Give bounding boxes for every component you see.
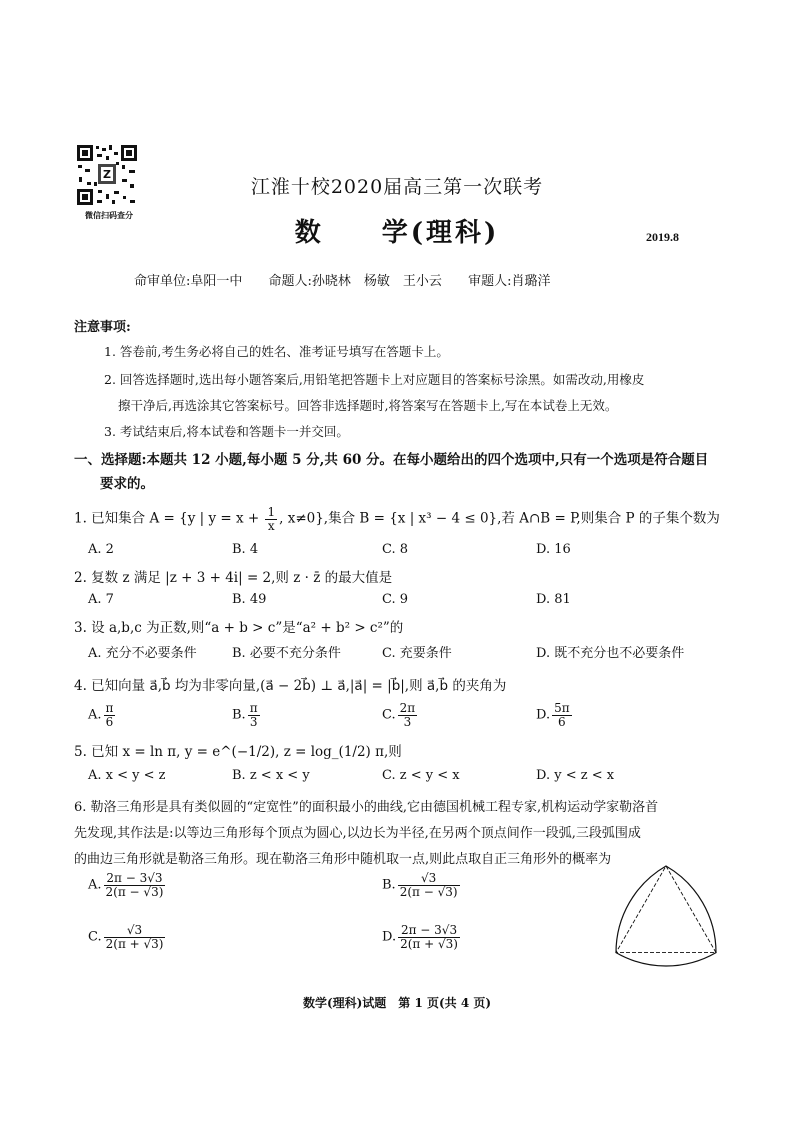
- notice-item-1: 1. 答卷前,考生务必将自己的姓名、准考证号填写在答题卡上。: [104, 344, 449, 359]
- q6-option-b: [382, 872, 462, 898]
- section-heading-cont: 要求的。: [100, 476, 154, 492]
- question-5: 5. 已知 x = ln π, y = e^(−1/2), z = log_(1/2) π,则: [74, 744, 402, 760]
- q6-option-c: [88, 924, 167, 950]
- question-2: 2. 复数 z 满足 |z + 3 + 4i| = 2,则 z · z̄ 的最大值是: [74, 570, 393, 586]
- maker-authors: 命题人:孙晓林 杨敏 王小云: [268, 274, 442, 289]
- q6-c-label: C.: [88, 929, 102, 945]
- reuleaux-arc-outline: [616, 866, 716, 966]
- qr-caption: 微信扫码查分: [85, 210, 133, 220]
- q6-c-den: 2(π + √3): [105, 936, 164, 951]
- q6-b-num: √3: [398, 872, 460, 886]
- question-1: [74, 506, 720, 532]
- q4-b-frac: [248, 702, 260, 728]
- q6-option-a: [88, 872, 167, 898]
- notice-item-2: 2. 回答选择题时,选出每小题答案后,用铅笔把答题卡上对应题目的答案标号涂黑。如需改动,用橡皮: [104, 372, 645, 387]
- q4-c-num: 2π: [399, 701, 416, 715]
- question-6-line-3: 的曲边三角形就是勒洛三角形。现在勒洛三角形中随机取一点,则此点取自正三角形外的概率为: [74, 852, 612, 867]
- q1-pre: 1. 已知集合 A = {y | y = x +: [74, 510, 264, 527]
- q5-option-c: C. z < y < x: [382, 768, 460, 783]
- q3-option-c: C. 充要条件: [382, 646, 452, 661]
- q2-option-b: B. 49: [232, 592, 267, 607]
- question-6-line-1: 6. 勒洛三角形是具有类似圆的“定宽性”的面积最小的曲线,它由德国机械工程专家,机构运动学家勒洛首: [74, 800, 659, 815]
- q6-option-d: [382, 924, 462, 950]
- q1-post: , x≠0},集合 B = {x | x³ − 4 ≤ 0},若 A∩B = P,则集合 P 的子集个数为: [279, 510, 720, 527]
- q4-c-frac: [398, 702, 418, 728]
- q1-option-c: C. 8: [382, 542, 409, 557]
- question-3: 3. 设 a,b,c 为正数,则“a + b > c”是“a² + b² > c²”的: [74, 620, 404, 636]
- q6-b-frac: [398, 872, 460, 898]
- q1-frac: [265, 506, 277, 532]
- q6-a-num: 2π − 3√3: [104, 872, 166, 886]
- q4-c-label: C.: [382, 707, 396, 723]
- q6-d-label: D.: [382, 929, 397, 945]
- q2-option-a: A. 7: [88, 592, 114, 607]
- subject-title: 数 学(理科): [294, 218, 500, 248]
- maker-unit: 命审单位:阜阳一中: [134, 274, 243, 289]
- q6-b-label: B.: [382, 877, 396, 893]
- q6-b-den: 2(π − √3): [399, 884, 458, 899]
- q6-a-den: 2(π − √3): [105, 884, 164, 899]
- q6-d-frac: [398, 924, 460, 950]
- q5-option-a: A. x < y < z: [88, 768, 166, 783]
- q1-option-a: A. 2: [88, 542, 114, 557]
- q6-a-frac: [104, 872, 166, 898]
- q5-option-d: D. y < z < x: [536, 768, 615, 783]
- exam-title: 江淮十校2020届高三第一次联考: [250, 176, 544, 198]
- question-6-line-2: 先发现,其作法是:以等边三角形每个顶点为圆心,以边长为半径,在另两个顶点间作一段弧,三段弧围成: [74, 826, 641, 841]
- q4-d-num: 5π: [554, 701, 570, 715]
- notice-heading: 注意事项:: [74, 320, 131, 335]
- svg-text:Z: Z: [103, 168, 111, 181]
- page-footer: 数学(理科)试题 第 1 页(共 4 页): [302, 996, 492, 1010]
- q6-c-num: √3: [104, 924, 166, 938]
- q3-option-d: D. 既不充分也不必要条件: [536, 646, 685, 661]
- q4-a-frac: [104, 702, 116, 728]
- exam-date: 2019.8: [646, 230, 679, 244]
- q4-b-den: 3: [249, 714, 258, 729]
- q4-d-den: 6: [558, 714, 566, 729]
- q4-c-den: 3: [403, 714, 412, 729]
- q4-a-den: 6: [105, 714, 114, 729]
- q4-a-num: π: [105, 701, 114, 715]
- q4-d-frac: [552, 702, 572, 728]
- q4-b-label: B.: [232, 707, 246, 723]
- makers-line: [134, 270, 572, 289]
- notice-item-3: 3. 考试结束后,将本试卷和答题卡一并交回。: [104, 424, 349, 439]
- q4-b-num: π: [249, 701, 258, 715]
- q1-option-d: D. 16: [536, 542, 571, 557]
- section-heading: 一、选择题:本题共 12 小题,每小题 5 分,共 60 分。在每小题给出的四个选项中,只有一个选项是符合题目: [74, 452, 709, 468]
- q1-frac-den: x: [267, 518, 275, 533]
- q6-a-label: A.: [88, 877, 102, 893]
- question-4: 4. 已知向量 a⃗,b⃗ 均为非零向量,(a⃗ − 2b⃗) ⊥ a⃗,|a⃗| = |b⃗|,则 a⃗,b⃗ 的夹角为: [74, 678, 507, 694]
- q4-option-d: [536, 702, 574, 728]
- q5-option-b: B. z < x < y: [232, 768, 310, 783]
- q6-d-den: 2(π + √3): [400, 936, 458, 951]
- q2-option-d: D. 81: [536, 592, 571, 607]
- notice-item-2-cont: 擦干净后,再选涂其它答案标号。回答非选择题时,将答案写在答题卡上,写在本试卷上无效。: [118, 398, 618, 413]
- q4-d-label: D.: [536, 707, 551, 723]
- q1-frac-num: 1: [267, 505, 276, 519]
- q4-option-a: [88, 702, 117, 728]
- q3-option-a: A. 充分不必要条件: [88, 646, 197, 661]
- q6-d-num: 2π − 3√3: [398, 924, 460, 938]
- equilateral-triangle: [616, 866, 716, 953]
- q4-a-label: A.: [88, 707, 102, 723]
- maker-reviewer: 审题人:肖璐洋: [468, 274, 551, 289]
- q4-option-c: [382, 702, 419, 728]
- q1-option-b: B. 4: [232, 542, 259, 557]
- q4-option-b: [232, 702, 262, 728]
- q3-option-b: B. 必要不充分条件: [232, 646, 341, 661]
- q6-c-frac: [104, 924, 166, 950]
- reuleaux-triangle-figure: [606, 856, 726, 980]
- q2-option-c: C. 9: [382, 592, 409, 607]
